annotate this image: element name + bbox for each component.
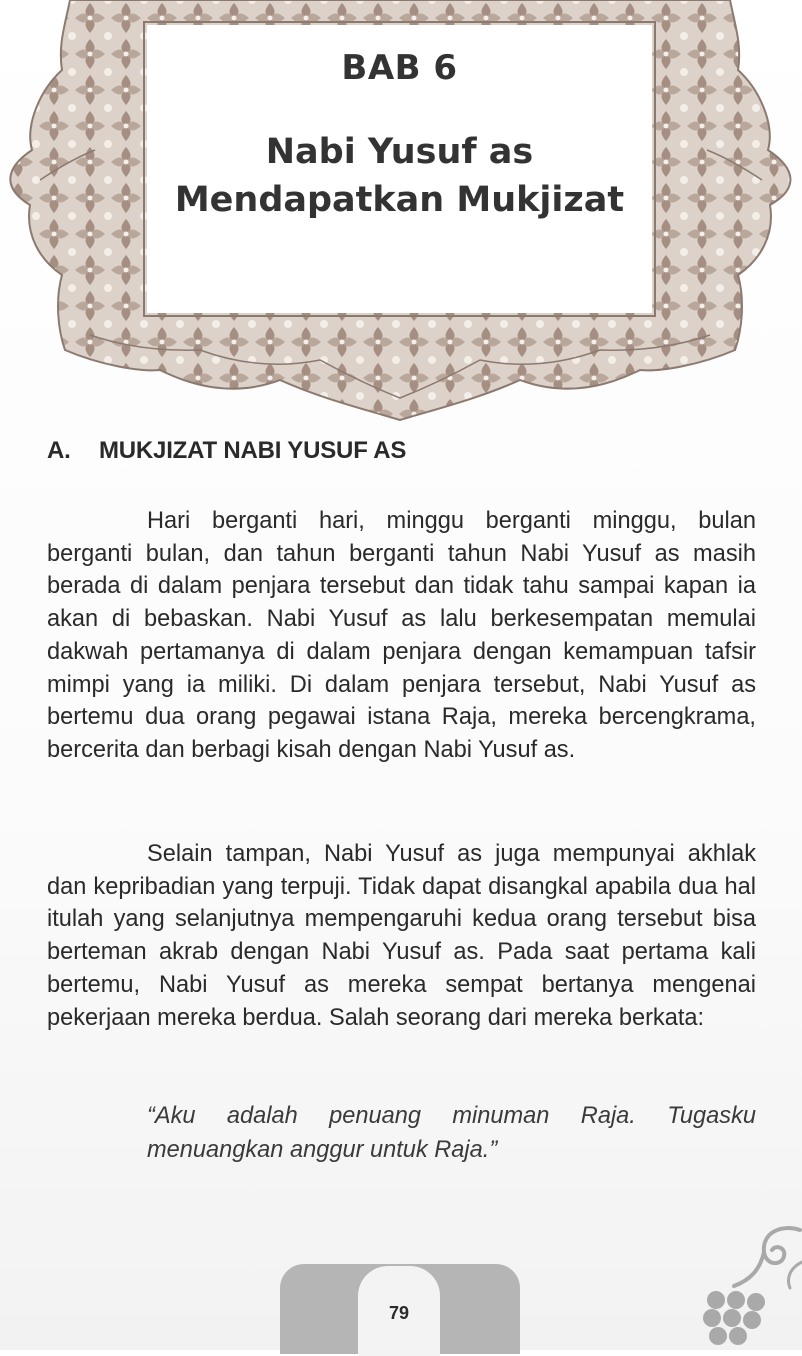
section-heading	[47, 437, 747, 465]
chapter-title-line-2: Mendapatkan Mukjizat	[174, 180, 625, 220]
chapter-title	[147, 128, 652, 224]
quote-text: “Aku adalah penuang minuman Raja. Tugasku menuangkan anggur untuk Raja.”	[147, 1103, 756, 1163]
body-paragraph-1: Hari berganti hari, minggu berganti minggu, bulan berganti bulan, dan tahun berganti tahun Nabi Yusuf as masih berada di dalam penjara tersebut dan tidak tahu sampai kapan ia akan di bebaskan. Nabi Yusuf as lalu berkesempatan memulai dakwah pertamanya di dalam penjara dengan kemampuan tafsir mimpi yang ia miliki. Di dalam penjara tersebut, Nabi Yusuf as bertemu dua orang pegawai istana Raja, mereka bercengkrama, bercerita dan berbagi kisah dengan Nabi Yusuf as.	[47, 508, 756, 763]
chapter-number: BAB 6	[341, 48, 458, 88]
chapter-title-line-1: Nabi Yusuf as	[265, 132, 534, 172]
section-letter: A.	[47, 437, 71, 464]
section-heading-text: MUKJIZAT NABI YUSUF AS	[99, 437, 407, 464]
page-number: 79	[388, 1303, 410, 1323]
grape-vine-icon	[690, 1222, 802, 1350]
body-paragraph-2: Selain tampan, Nabi Yusuf as juga mempunyai akhlak dan kepribadian yang terpuji. Tidak dapat disangkal apabila dua hal itulah yang selanjutnya mempengaruhi kedua orang tersebut bisa berteman akrab dengan Nabi Yusuf as. Pada saat pertama kali bertemu, Nabi Yusuf as mereka sempat bertanya mengenai pekerjaan mereka berdua. Salah seorang dari mereka berkata:	[47, 841, 756, 1031]
